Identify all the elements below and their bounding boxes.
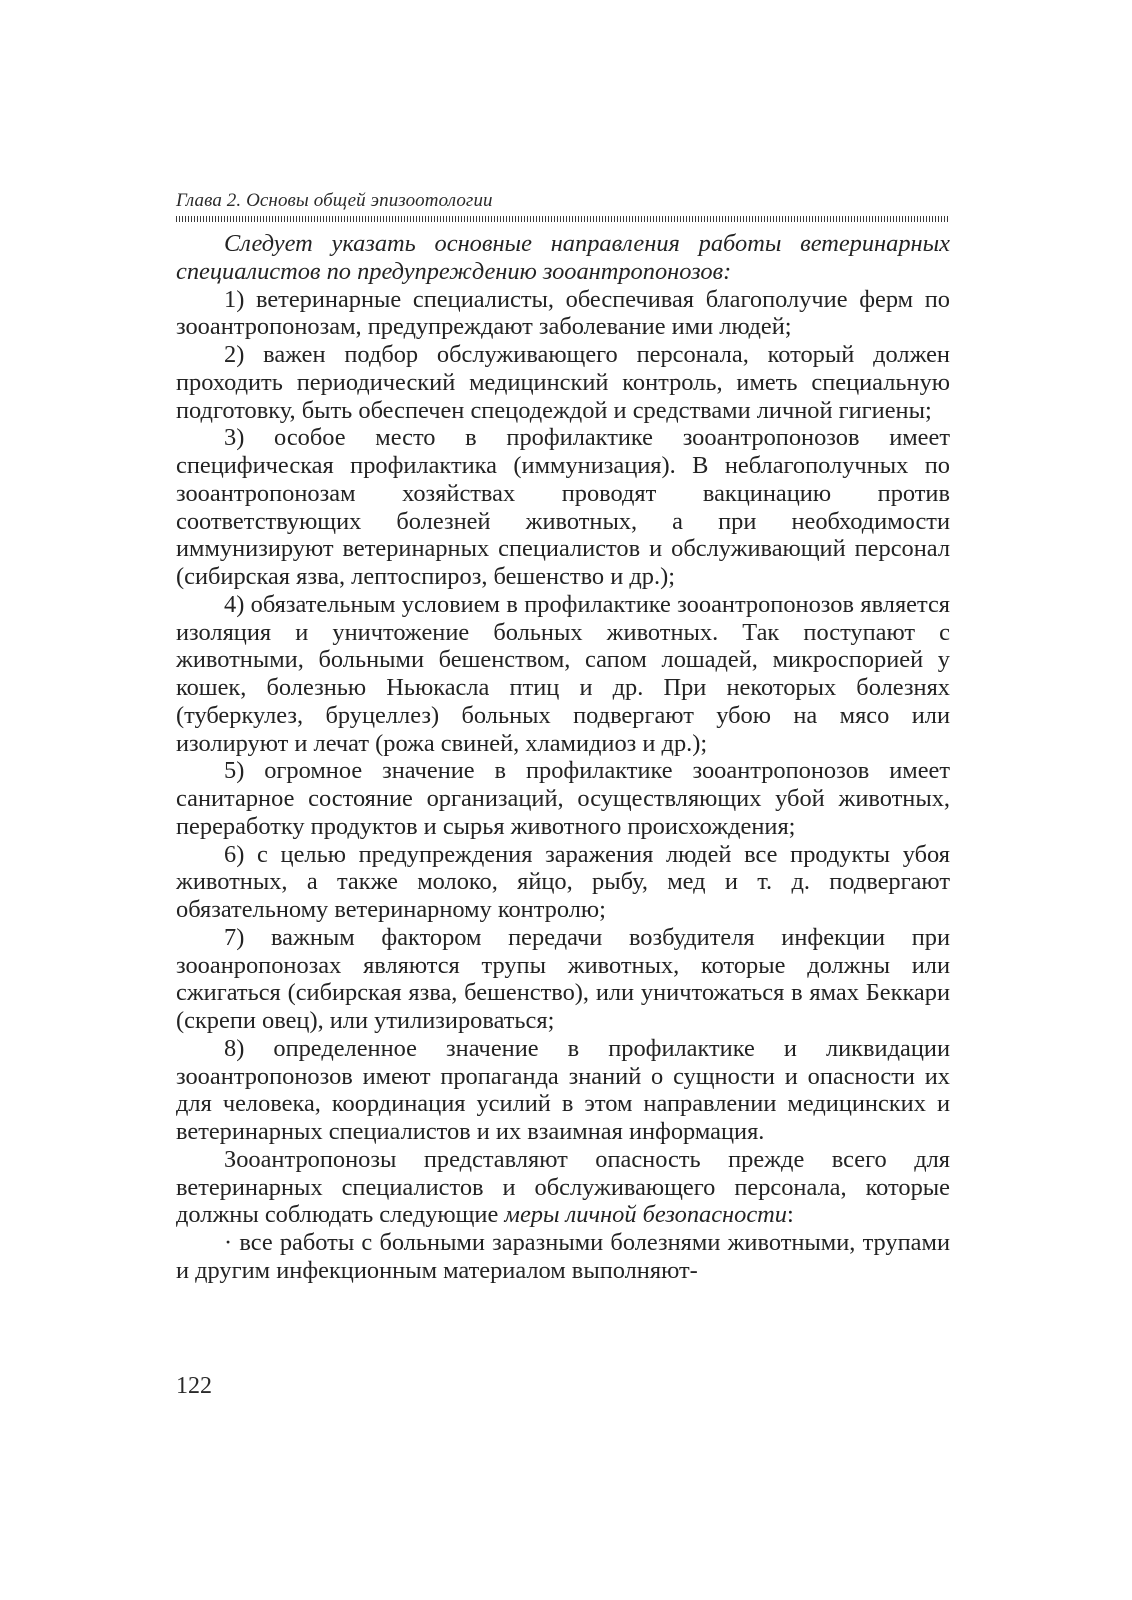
list-item: 7) важным фактором передачи возбудителя инфекции при зооанропонозах являются трупы животных, которые должны или сжигаться (сибирская язва, бешенство), или уничтожаться в ямах Беккари (скрепи овец), или утилизироваться;: [176, 923, 950, 1034]
list-item: 1) ветеринарные специалисты, обеспечивая благополучие ферм по зооантропонозам, предупреждают заболевание ими людей;: [176, 285, 950, 341]
list-item: 8) определенное значение в профилактике и ликвидации зооантропонозов имеют пропаганда знаний о сущности и опасности их для человека, координация усилий в этом направлении медицинских и ветеринарных специалистов и их взаимная информация.: [176, 1034, 950, 1145]
header-rule: [176, 216, 950, 222]
list-item: 5) огромное значение в профилактике зооантропонозов имеет санитарное состояние организаций, осуществляющих убой животных, переработку продуктов и сырья животного происхождения;: [176, 757, 950, 840]
body-text: [176, 230, 950, 1285]
closing-end: :: [786, 1201, 794, 1229]
page-header: [176, 190, 950, 222]
list-item: 6) с целью предупреждения заражения людей все продукты убоя животных, а также молоко, яйцо, рыбу, мед и т. д. подвергают обязательному ветеринарному контролю;: [176, 840, 950, 923]
running-head: Глава 2. Основы общей эпизоотологии: [176, 190, 493, 211]
closing-paragraph: [176, 1146, 950, 1229]
bullet-marker: ·: [224, 1229, 233, 1256]
intro-paragraph: Следует указать основные направления работы ветеринарных специалистов по предупреждению зооантропонозов:: [176, 230, 950, 285]
list-item: 3) особое место в профилактике зооантропонозов имеет специфическая профилактика (иммунизация). В неблагополучных по зооантропонозам хозяйствах проводят вакцинацию против соответствующих болезней животных, а при необходимости иммунизируют ветеринарных специалистов и обслуживающий персонал (сибирская язва, лептоспироз, бешенство и др.);: [176, 424, 950, 590]
bullet-paragraph: [176, 1229, 950, 1285]
list-item: 2) важен подбор обслуживающего персонала, который должен проходить периодический медицинский контроль, иметь специальную подготовку, быть обеспечен спецодеждой и средствами личной гигиены;: [176, 341, 950, 424]
list-item: 4) обязательным условием в профилактике зооантропонозов является изоляция и уничтожение больных животных. Так поступают с животными, больными бешенством, сапом лошадей, микроспорией у кошек, болезнью Ньюкасла птиц и др. При некоторых болезнях (туберкулез, бруцеллез) больных подвергают убою на мясо или изолируют и лечат (рожа свиней, хламидиоз и др.);: [176, 590, 950, 757]
closing-text: Зооантропонозы представляют опасность прежде всего для ветеринарных специалистов и обслуживающего персонала, которые должны соблюдать следующие: [176, 1145, 950, 1229]
bullet-text: все работы с больными заразными болезнями животными, трупами и другим инфекционным материалом выполняют-: [176, 1229, 950, 1284]
closing-emphasis: меры личной безопасности: [504, 1201, 787, 1229]
page-number: 122: [176, 1373, 212, 1399]
